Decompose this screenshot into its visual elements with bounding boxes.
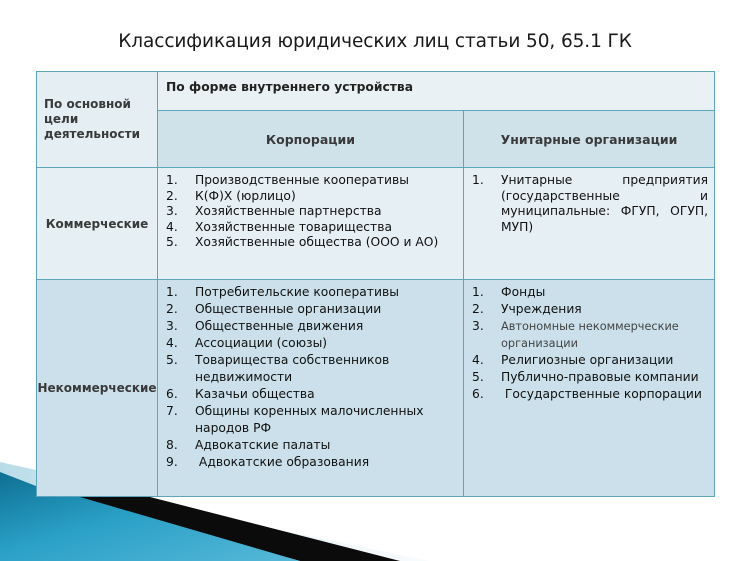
item-number: 3. [166,319,178,333]
list-item [166,386,457,403]
item-text: Общественные организации [195,302,382,316]
column-header-unitary [464,111,715,168]
list-item [166,220,457,236]
list-item [166,173,457,189]
commercial-corporations-cell [158,168,464,280]
row-label-commercial [37,168,158,280]
item-text: К(Ф)Х (юрлицо) [195,188,296,203]
form-header-label: По форме внутреннего устройства [166,80,413,94]
item-number: 1. [166,285,178,299]
row-label-text: Коммерческие [45,216,149,231]
item-number: 4. [472,353,484,367]
goal-header-cell [37,72,158,168]
list-item [472,284,708,301]
item-text: Хозяйственные общества (ООО и АО) [195,235,439,250]
item-number: 2. [166,302,178,316]
item-text: Адвокатские палаты [195,438,331,452]
item-text: Учреждения [501,302,582,316]
table-row-commercial [37,168,715,280]
form-header-cell [158,72,715,111]
item-number: 1. [472,173,484,187]
list-item [166,352,457,386]
item-text: Государственные корпорации [501,387,702,401]
item-number: 2. [472,302,484,316]
item-text: Казачьи общества [195,387,315,401]
list-item [472,369,708,386]
item-number: 3. [472,319,484,333]
item-text: Хозяйственные партнерства [195,204,382,219]
classification-table [36,71,715,497]
item-number: 6. [472,387,484,401]
list-item [166,454,457,471]
noncommercial-unitary-list [464,280,714,403]
list-item [166,335,457,352]
item-text: Адвокатские образования [195,455,370,469]
commercial-unitary-cell [464,168,715,280]
table-row-noncommercial [37,280,715,497]
row-label-text: Некоммерческие [37,381,157,395]
item-text: Фонды [501,285,546,299]
item-number: 8. [166,438,178,452]
noncommercial-corporations-list [158,280,463,471]
item-number: 7. [166,404,178,418]
item-text: Ассоциации (союзы) [195,336,328,350]
list-item [472,301,708,318]
list-item [166,403,457,437]
list-item [472,173,708,235]
noncommercial-corporations-cell [158,280,464,497]
item-text: Хозяйственные товарищества [195,219,392,234]
item-number: 9. [166,455,178,469]
item-text: Публично-правовые компании [501,370,699,384]
item-number: 1. [472,285,484,299]
list-item [166,301,457,318]
list-item [166,204,457,220]
commercial-unitary-list [464,168,714,235]
list-item [166,235,457,251]
item-number: 6. [166,387,178,401]
list-item [472,386,708,403]
column-header-label: Унитарные организации [500,131,678,147]
item-number: 5. [472,370,484,384]
list-item [166,284,457,301]
item-number: 3. [166,204,178,219]
item-text: Унитарные предприятия (государственные и муниципальные: ФГУП, ОГУП, МУП) [501,173,708,234]
item-number: 4. [166,336,178,350]
goal-header-label: По основной цели деятельности [44,97,141,141]
item-text: Автономные некоммерческие организации [501,320,679,350]
item-number: 4. [166,219,178,234]
item-text: Общественные движения [195,319,364,333]
list-item [166,437,457,454]
list-item [472,352,708,369]
item-text: Производственные кооперативы [195,173,409,187]
item-text: Товарищества собственников недвижимости [195,353,390,384]
item-text: Религиозные организации [501,353,674,367]
item-number: 5. [166,353,178,367]
item-number: 1. [166,173,178,187]
item-number: 2. [166,188,178,203]
list-item [472,318,708,352]
slide-title: Классификация юридических лиц статьи 50, 65.1 ГК [118,31,632,52]
noncommercial-unitary-cell [464,280,715,497]
item-text: Потребительские кооперативы [195,285,399,299]
list-item [166,189,457,205]
item-text: Общины коренных малочисленных народов РФ [195,404,424,435]
commercial-corporations-list [158,168,463,251]
list-item [166,318,457,335]
column-header-label: Корпорации [265,131,356,147]
column-header-corporations [158,111,464,168]
row-label-noncommercial [37,280,158,497]
item-number: 5. [166,235,178,250]
